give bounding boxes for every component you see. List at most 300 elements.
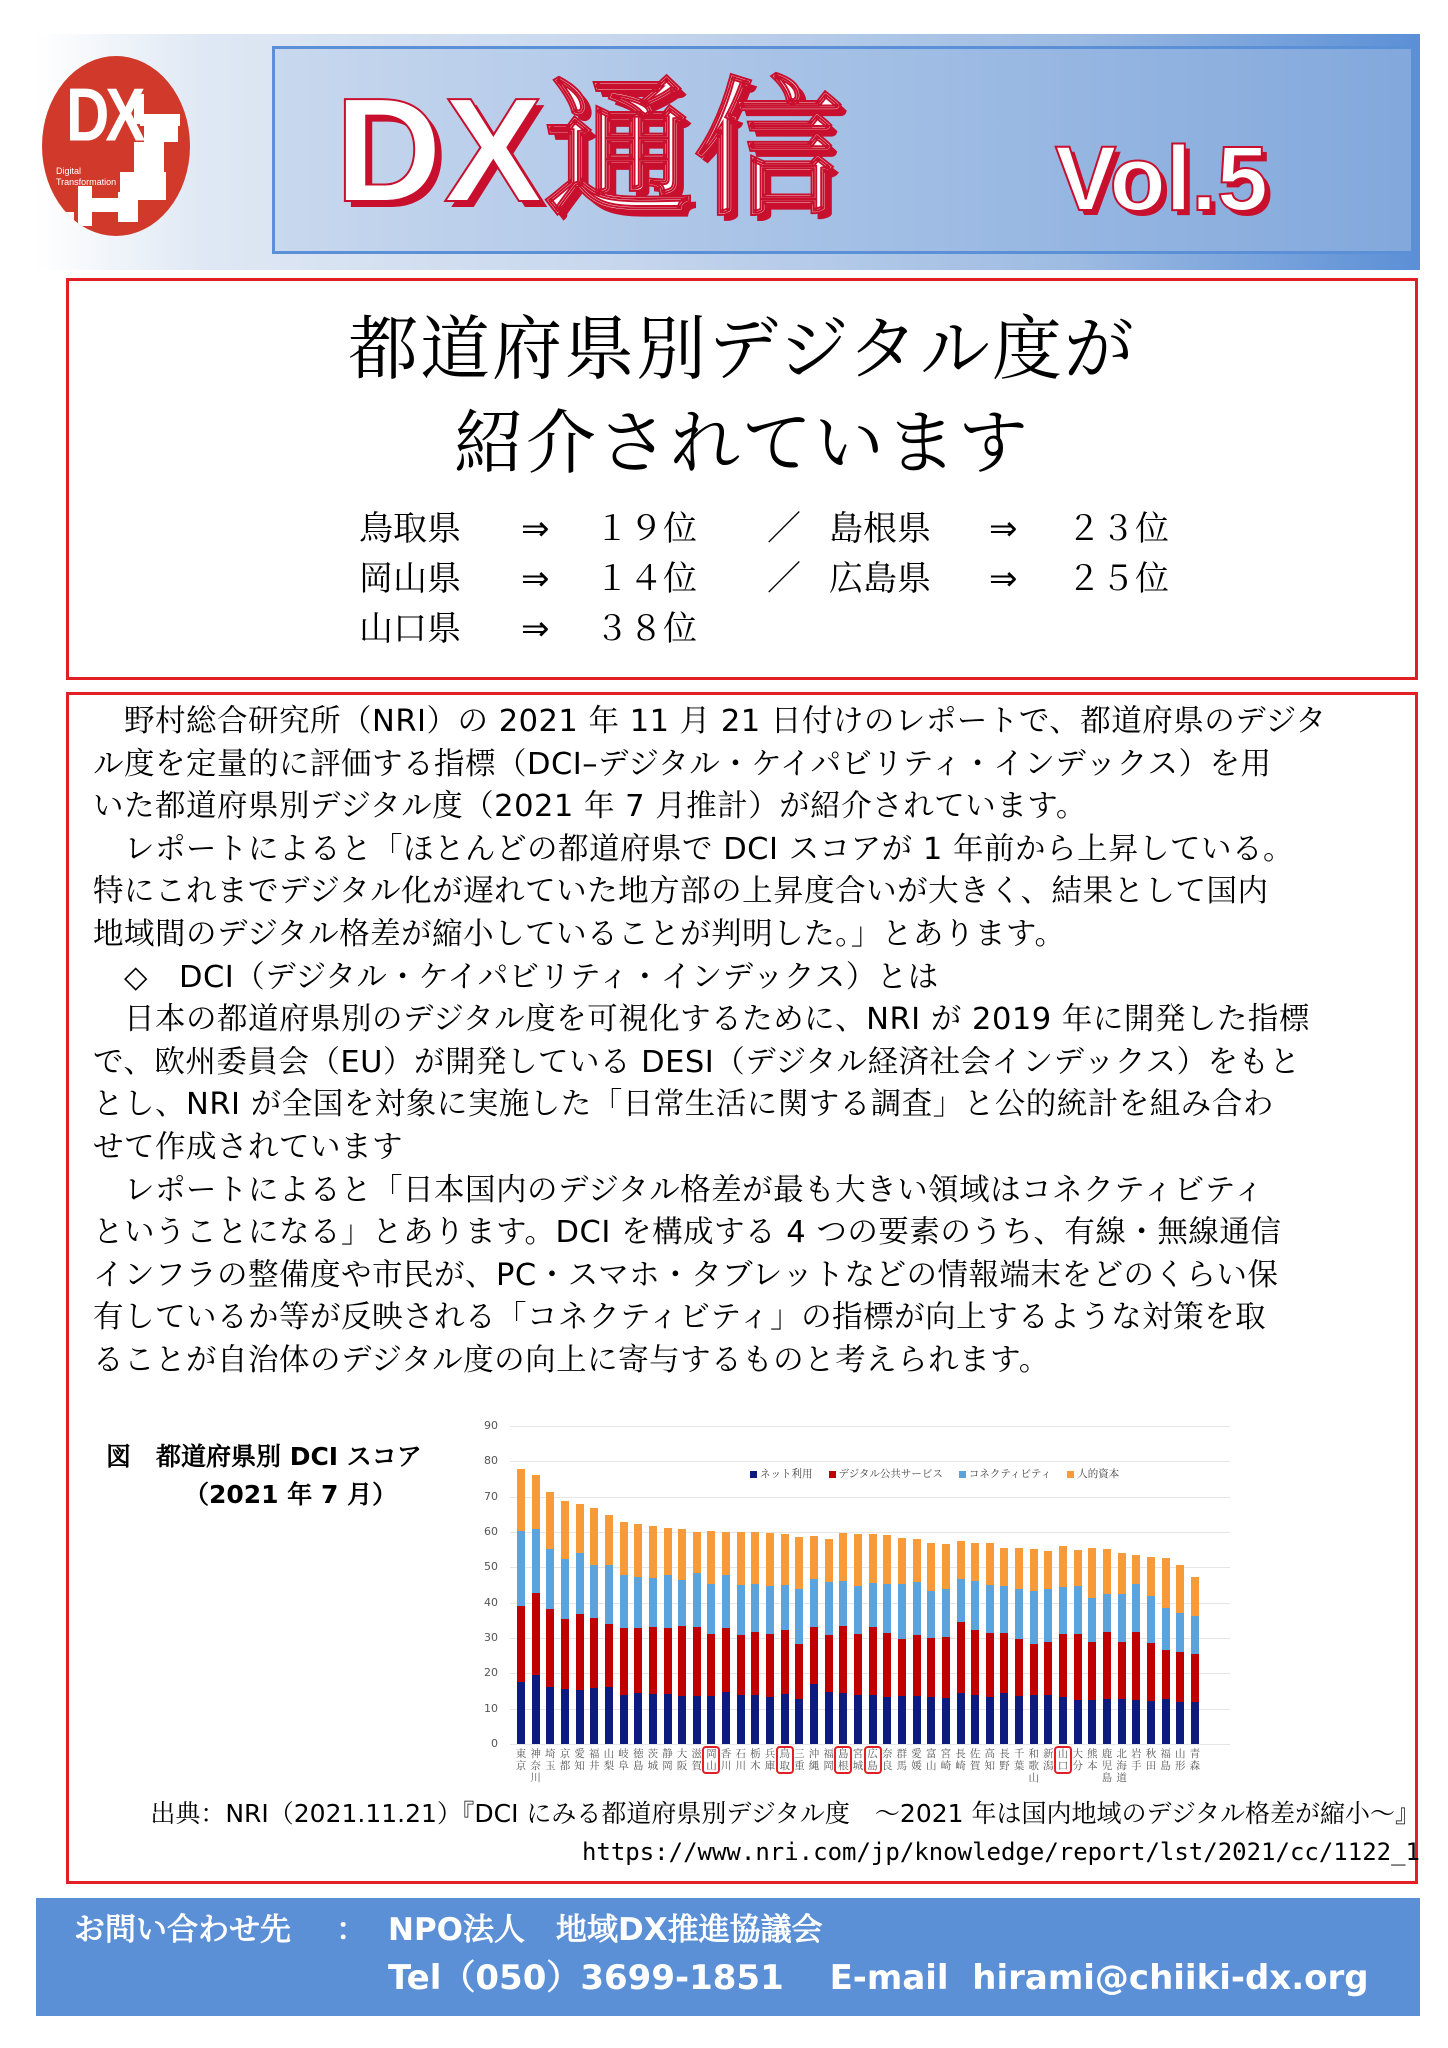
stacked-bar xyxy=(795,1418,803,1744)
logo-subtitle xyxy=(56,166,116,188)
bar-segment xyxy=(883,1584,891,1633)
stacked-bar xyxy=(766,1418,774,1744)
stacked-bar xyxy=(1132,1418,1140,1744)
x-axis-label: 栃木 xyxy=(750,1748,761,1772)
x-axis-label: 佐賀 xyxy=(969,1748,981,1772)
stacked-bar xyxy=(913,1418,921,1744)
x-axis-label: 広島 xyxy=(867,1748,878,1772)
stacked-bar xyxy=(634,1418,642,1744)
stacked-bar xyxy=(839,1418,847,1744)
bar-segment xyxy=(722,1575,730,1628)
bar-segment xyxy=(678,1626,686,1696)
bar-segment xyxy=(898,1584,906,1639)
stacked-bar xyxy=(693,1418,701,1744)
bar-segment xyxy=(883,1697,891,1744)
bar-segment xyxy=(1103,1549,1111,1594)
x-axis-label: 大阪 xyxy=(676,1748,688,1772)
stacked-bar xyxy=(576,1418,584,1744)
stacked-bar xyxy=(1147,1418,1155,1744)
prefecture-name: 島根県 xyxy=(829,509,931,549)
bar-segment xyxy=(517,1606,525,1682)
bar-segment xyxy=(913,1696,921,1744)
bar-segment xyxy=(722,1692,730,1744)
x-axis-label: 福岡 xyxy=(823,1748,834,1772)
arrow-icon: ⇒ xyxy=(521,509,550,549)
stacked-bar xyxy=(1030,1418,1038,1744)
x-axis-label: 長崎 xyxy=(955,1748,966,1772)
stacked-bar xyxy=(1162,1418,1170,1744)
bar-segment xyxy=(561,1689,569,1744)
bar-segment xyxy=(634,1577,642,1628)
stacked-bar xyxy=(927,1418,935,1744)
stacked-bar xyxy=(649,1418,657,1744)
source-citation: 出典：NRI（2021.11.21）『DCI にみる都道府県別デジタル度 ～2021 年は国内地域のデジタル格差が縮小～』 xyxy=(150,1799,1420,1828)
bar-segment xyxy=(707,1696,715,1744)
x-axis-label: 宮崎 xyxy=(940,1748,952,1772)
dci-stacked-bar-chart xyxy=(470,1418,1250,1798)
bar-segment xyxy=(1030,1644,1038,1696)
arrow-icon: ⇒ xyxy=(521,609,550,649)
bar-segment xyxy=(839,1626,847,1693)
y-axis-tick: 20 xyxy=(484,1666,498,1680)
bar-segment xyxy=(1147,1701,1155,1744)
x-axis-label: 青森 xyxy=(1189,1748,1201,1772)
x-axis-label: 島根 xyxy=(838,1748,849,1772)
stacked-bar xyxy=(590,1418,598,1744)
bar-segment xyxy=(620,1522,628,1574)
stacked-bar xyxy=(1074,1418,1082,1744)
stacked-bar xyxy=(957,1418,965,1744)
x-axis-label: 富山 xyxy=(925,1748,937,1772)
bar-segment xyxy=(1132,1584,1140,1632)
bar-segment xyxy=(766,1634,774,1697)
headline-box xyxy=(66,278,1418,680)
bar-segment xyxy=(957,1622,965,1694)
bar-segment xyxy=(649,1578,657,1627)
rank-value: ３８位 xyxy=(595,609,697,649)
bar-segment xyxy=(737,1695,745,1744)
bar-segment xyxy=(913,1582,921,1635)
bar-segment xyxy=(781,1694,789,1744)
bar-segment xyxy=(1162,1699,1170,1744)
bar-segment xyxy=(869,1627,877,1695)
stacked-bar xyxy=(825,1418,833,1744)
bar-segment xyxy=(649,1627,657,1693)
bar-segment xyxy=(1059,1697,1067,1744)
bar-segment xyxy=(810,1684,818,1744)
bar-segment xyxy=(561,1559,569,1619)
rank-value: ２５位 xyxy=(1067,559,1169,599)
bar-segment xyxy=(722,1628,730,1692)
bar-segment xyxy=(664,1575,672,1628)
bar-segment xyxy=(942,1698,950,1744)
rank-value: ２３位 xyxy=(1067,509,1169,549)
bar-segment xyxy=(751,1532,759,1584)
bar-segment xyxy=(839,1693,847,1744)
bar-segment xyxy=(810,1579,818,1627)
bar-segment xyxy=(795,1589,803,1644)
bar-segment xyxy=(986,1633,994,1697)
stacked-bar xyxy=(810,1418,818,1744)
x-axis-label: 岡山 xyxy=(706,1748,717,1772)
figure-caption-date: （2021 年 7 月） xyxy=(184,1480,398,1509)
gridline xyxy=(510,1744,1230,1745)
contact-details[interactable]: Tel（050）3699-1851 E-mail hirami@chiiki-dx.org xyxy=(388,1958,1369,1998)
bar-segment xyxy=(1044,1589,1052,1642)
stacked-bar xyxy=(561,1418,569,1744)
stacked-bar xyxy=(869,1418,877,1744)
x-axis-label: 大分 xyxy=(1072,1748,1083,1772)
bar-segment xyxy=(649,1694,657,1744)
bar-segment xyxy=(1074,1700,1082,1744)
bar-segment xyxy=(854,1634,862,1695)
bar-segment xyxy=(1030,1695,1038,1744)
bar-segment xyxy=(1000,1586,1008,1633)
bar-segment xyxy=(1074,1634,1082,1700)
y-axis-tick: 70 xyxy=(484,1489,498,1503)
bar-segment xyxy=(1162,1650,1170,1699)
bar-segment xyxy=(1176,1652,1184,1702)
bar-segment xyxy=(839,1581,847,1626)
bar-segment xyxy=(781,1630,789,1694)
bar-segment xyxy=(795,1537,803,1589)
stacked-bar xyxy=(1059,1418,1067,1744)
x-axis-label: 秋田 xyxy=(1145,1748,1157,1772)
bar-segment xyxy=(913,1635,921,1696)
legend-label: デジタル公共サービス xyxy=(838,1468,943,1480)
article-line: で、欧州委員会（EU）が開発している DESI（デジタル経済社会インデックス）をもと xyxy=(93,1044,1301,1080)
bar-segment xyxy=(678,1529,686,1580)
x-axis-label: 京都 xyxy=(559,1748,571,1772)
bar-segment xyxy=(942,1637,950,1698)
x-axis-label: 奈良 xyxy=(882,1748,893,1772)
x-axis-label: 岩手 xyxy=(1131,1748,1142,1772)
bar-segment xyxy=(1088,1700,1096,1744)
legend-label: 人的資本 xyxy=(1077,1468,1120,1480)
stacked-bar xyxy=(986,1418,994,1744)
bar-segment xyxy=(869,1583,877,1627)
bar-segment xyxy=(707,1531,715,1584)
stacked-bar xyxy=(971,1418,979,1744)
bar-segment xyxy=(517,1469,525,1531)
bar-segment xyxy=(1088,1598,1096,1642)
bar-segment xyxy=(898,1696,906,1744)
bar-segment xyxy=(971,1581,979,1630)
article-line: せて作成されています xyxy=(93,1129,403,1165)
bar-segment xyxy=(1059,1587,1067,1634)
bar-segment xyxy=(825,1692,833,1744)
bar-segment xyxy=(1030,1591,1038,1643)
contact-label: お問い合わせ先 xyxy=(74,1912,291,1948)
bar-segment xyxy=(1044,1551,1052,1589)
bar-segment xyxy=(546,1492,554,1549)
bar-segment xyxy=(561,1619,569,1689)
bar-segment xyxy=(898,1538,906,1585)
title-box xyxy=(272,46,1414,254)
bar-segment xyxy=(927,1638,935,1698)
article-line: インフラの整備度や市民が、PC・スマホ・タブレットなどの情報端末をどのくらい保 xyxy=(93,1257,1279,1293)
bar-segment xyxy=(854,1695,862,1744)
separator: ／ xyxy=(767,559,801,599)
stacked-bar xyxy=(546,1418,554,1744)
x-axis-label: 香川 xyxy=(720,1748,732,1772)
bar-segment xyxy=(1074,1550,1082,1586)
bar-segment xyxy=(1074,1586,1082,1635)
prefecture-name: 鳥取県 xyxy=(359,509,461,549)
stacked-bar xyxy=(1088,1418,1096,1744)
bar-segment xyxy=(546,1609,554,1687)
stacked-bar xyxy=(898,1418,906,1744)
x-axis-label: 長野 xyxy=(999,1748,1010,1772)
bar-segment xyxy=(517,1531,525,1606)
bar-segment xyxy=(898,1639,906,1696)
x-axis-label: 茨城 xyxy=(647,1748,659,1772)
bar-segment xyxy=(1132,1555,1140,1584)
bar-segment xyxy=(781,1534,789,1585)
bar-segment xyxy=(605,1515,613,1566)
y-axis-tick: 10 xyxy=(484,1701,498,1715)
stacked-bar xyxy=(707,1418,715,1744)
bar-segment xyxy=(942,1544,950,1589)
y-axis-tick: 90 xyxy=(484,1419,498,1432)
arrow-icon: ⇒ xyxy=(989,559,1018,599)
arrow-icon: ⇒ xyxy=(989,509,1018,549)
source-url[interactable]: https://www.nri.com/jp/knowledge/report/lst/2021/cc/1122_1 xyxy=(581,1838,1420,1866)
bar-segment xyxy=(1176,1565,1184,1613)
bar-segment xyxy=(634,1693,642,1744)
bar-segment xyxy=(605,1624,613,1687)
x-axis-label: 兵庫 xyxy=(764,1748,776,1772)
x-axis-label: 鳥取 xyxy=(779,1748,790,1772)
bar-segment xyxy=(971,1695,979,1744)
bar-segment xyxy=(1147,1596,1155,1643)
bar-segment xyxy=(532,1529,540,1593)
x-axis-label: 神奈川 xyxy=(530,1748,541,1784)
bar-segment xyxy=(986,1543,994,1585)
prefecture-name: 広島県 xyxy=(829,559,931,599)
bar-segment xyxy=(664,1628,672,1694)
article-line: 野村総合研究所（NRI）の 2021 年 11 月 21 日付けのレポートで、都道府県のデジタ xyxy=(93,704,1327,739)
bar-segment xyxy=(1088,1548,1096,1597)
bar-segment xyxy=(532,1675,540,1744)
stacked-bar xyxy=(883,1418,891,1744)
prefecture-name: 岡山県 xyxy=(359,559,461,599)
bar-segment xyxy=(576,1553,584,1614)
bar-segment xyxy=(751,1584,759,1632)
bar-segment xyxy=(986,1697,994,1744)
x-axis-label: 静岡 xyxy=(662,1748,673,1772)
article-line: 特にこれまでデジタル化が遅れていた地方部の上昇度合いが大きく、結果として国内 xyxy=(93,874,1269,910)
bar-segment xyxy=(1191,1654,1199,1702)
bar-segment xyxy=(1118,1594,1126,1642)
stacked-bar xyxy=(532,1418,540,1744)
bar-segment xyxy=(1000,1633,1008,1692)
bar-segment xyxy=(1191,1577,1199,1617)
bar-segment xyxy=(971,1630,979,1695)
newsletter-title: DX通信 xyxy=(335,68,845,233)
bar-segment xyxy=(1103,1594,1111,1631)
bar-segment xyxy=(576,1690,584,1744)
bar-segment xyxy=(957,1579,965,1622)
bar-segment xyxy=(971,1543,979,1582)
x-axis-label: 山梨 xyxy=(603,1748,615,1772)
bar-segment xyxy=(927,1697,935,1744)
bar-segment xyxy=(1118,1699,1126,1744)
bar-segment xyxy=(766,1586,774,1634)
x-axis-label: 愛媛 xyxy=(911,1748,922,1772)
x-axis-label: 三重 xyxy=(794,1748,805,1772)
bar-segment xyxy=(1000,1548,1008,1586)
bar-segment xyxy=(634,1628,642,1693)
bar-segment xyxy=(883,1535,891,1584)
stacked-bar xyxy=(1000,1418,1008,1744)
bar-segment xyxy=(546,1549,554,1609)
rank-value: １４位 xyxy=(595,559,697,599)
bar-segment xyxy=(605,1687,613,1744)
bar-segment xyxy=(737,1635,745,1695)
bar-segment xyxy=(1015,1696,1023,1744)
y-axis-tick: 0 xyxy=(491,1737,498,1750)
volume-number: Vol.5 xyxy=(1055,128,1269,230)
y-axis-tick: 40 xyxy=(484,1595,498,1609)
article-line: レポートによると「ほとんどの都道府県で DCI スコアが 1 年前から上昇している。 xyxy=(93,831,1294,867)
article-line: とし、NRI が全国を対象に実施した「日常生活に関する調査」と公的統計を組み合わ xyxy=(93,1087,1274,1123)
article-line: ることが自治体のデジタル度の向上に寄与するものと考えられます。 xyxy=(93,1342,1050,1378)
x-axis-label: 山形 xyxy=(1175,1748,1186,1772)
x-axis-label: 岐阜 xyxy=(618,1748,629,1772)
headline-line-2: 紹介されています xyxy=(454,402,1030,484)
bar-segment xyxy=(1000,1693,1008,1744)
x-axis-label: 高知 xyxy=(984,1748,996,1772)
bar-segment xyxy=(1176,1613,1184,1653)
bar-segment xyxy=(634,1524,642,1578)
bar-segment xyxy=(1191,1616,1199,1654)
logo-subtitle-line2: Transformation xyxy=(56,177,117,187)
bar-segment xyxy=(1118,1553,1126,1594)
bar-segment xyxy=(590,1688,598,1744)
bar-segment xyxy=(913,1539,921,1582)
bar-segment xyxy=(795,1644,803,1699)
y-axis-tick: 50 xyxy=(484,1560,498,1574)
bar-segment xyxy=(927,1591,935,1638)
bar-segment xyxy=(883,1633,891,1697)
article-line: レポートによると「日本国内のデジタル格差が最も大きい領域はコネクティビティ xyxy=(93,1172,1265,1208)
bar-segment xyxy=(737,1532,745,1585)
organization-name: NPO法人 地域DX推進協議会 xyxy=(388,1912,823,1948)
stacked-bar xyxy=(751,1418,759,1744)
stacked-bar xyxy=(942,1418,950,1744)
x-axis-label: 熊本 xyxy=(1087,1748,1098,1772)
bar-segment xyxy=(664,1694,672,1744)
bar-segment xyxy=(839,1533,847,1581)
dx-logo xyxy=(42,56,190,236)
bar-segment xyxy=(1191,1702,1199,1744)
bar-segment xyxy=(693,1627,701,1695)
stacked-bar xyxy=(722,1418,730,1744)
bar-segment xyxy=(693,1696,701,1744)
stacked-bar xyxy=(678,1418,686,1744)
bar-segment xyxy=(810,1536,818,1579)
bar-segment xyxy=(737,1585,745,1635)
x-axis-label: 鹿児島 xyxy=(1101,1748,1113,1784)
bar-segment xyxy=(1015,1548,1023,1589)
bar-segment xyxy=(927,1543,935,1591)
x-axis-label: 和歌山 xyxy=(1028,1748,1039,1784)
x-axis-label: 埼玉 xyxy=(545,1748,556,1772)
stacked-bar xyxy=(620,1418,628,1744)
contact-footer xyxy=(36,1898,1420,2016)
stacked-bar xyxy=(1191,1418,1199,1744)
bar-segment xyxy=(942,1589,950,1638)
bar-segment xyxy=(1103,1632,1111,1700)
x-axis-label: 東京 xyxy=(515,1748,527,1772)
article-line: いた都道府県別デジタル度（2021 年 7 月推計）が紹介されています。 xyxy=(93,789,1087,825)
stacked-bar xyxy=(664,1418,672,1744)
bar-segment xyxy=(517,1682,525,1744)
x-axis-label: 石川 xyxy=(735,1748,746,1772)
bar-segment xyxy=(751,1632,759,1696)
article-line: ということになる」とあります。DCI を構成する 4 つの要素のうち、有線・無線通信 xyxy=(93,1215,1282,1251)
stacked-bar xyxy=(1015,1418,1023,1744)
bar-segment xyxy=(1030,1549,1038,1591)
bar-segment xyxy=(1147,1643,1155,1701)
bar-segment xyxy=(620,1628,628,1694)
stacked-bar xyxy=(1044,1418,1052,1744)
bar-segment xyxy=(620,1695,628,1744)
bar-segment xyxy=(766,1533,774,1586)
article-line: 有しているか等が反映される「コネクティビティ」の指標が向上するような対策を取 xyxy=(93,1300,1267,1336)
article-body xyxy=(93,701,1393,1383)
bar-segment xyxy=(576,1504,584,1553)
bar-segment xyxy=(986,1585,994,1633)
bar-segment xyxy=(781,1585,789,1630)
article-line: ル度を定量的に評価する指標（DCI–デジタル・ケイパビリティ・インデックス）を用 xyxy=(93,746,1272,782)
legend-label: コネクティビティ xyxy=(968,1468,1052,1480)
stacked-bar xyxy=(605,1418,613,1744)
bar-segment xyxy=(1044,1695,1052,1744)
bar-segment xyxy=(1176,1702,1184,1744)
bar-segment xyxy=(605,1565,613,1624)
stacked-bar xyxy=(1103,1418,1111,1744)
bar-segment xyxy=(869,1534,877,1583)
bar-segment xyxy=(693,1573,701,1627)
bar-segment xyxy=(869,1695,877,1744)
x-axis-label: 北海道 xyxy=(1116,1748,1127,1784)
bar-segment xyxy=(810,1627,818,1684)
x-axis-label: 群馬 xyxy=(896,1748,908,1772)
bar-segment xyxy=(678,1580,686,1626)
bar-segment xyxy=(1088,1642,1096,1701)
stacked-bar xyxy=(737,1418,745,1744)
bar-segment xyxy=(678,1696,686,1744)
bar-segment xyxy=(590,1618,598,1688)
stacked-bar xyxy=(517,1418,525,1744)
x-axis-label: 新潟 xyxy=(1043,1748,1054,1772)
prefecture-name: 山口県 xyxy=(359,609,461,649)
y-axis-tick: 80 xyxy=(484,1454,498,1468)
bar-segment xyxy=(532,1475,540,1529)
bar-segment xyxy=(854,1586,862,1634)
bar-segment xyxy=(664,1528,672,1575)
x-axis-label: 滋賀 xyxy=(691,1748,703,1772)
x-axis-label: 宮城 xyxy=(852,1748,864,1772)
bar-segment xyxy=(1162,1608,1170,1650)
bar-segment xyxy=(693,1532,701,1573)
bar-segment xyxy=(722,1532,730,1575)
bar-segment xyxy=(825,1582,833,1635)
x-axis-label: 千葉 xyxy=(1013,1748,1025,1772)
stacked-bar xyxy=(854,1418,862,1744)
